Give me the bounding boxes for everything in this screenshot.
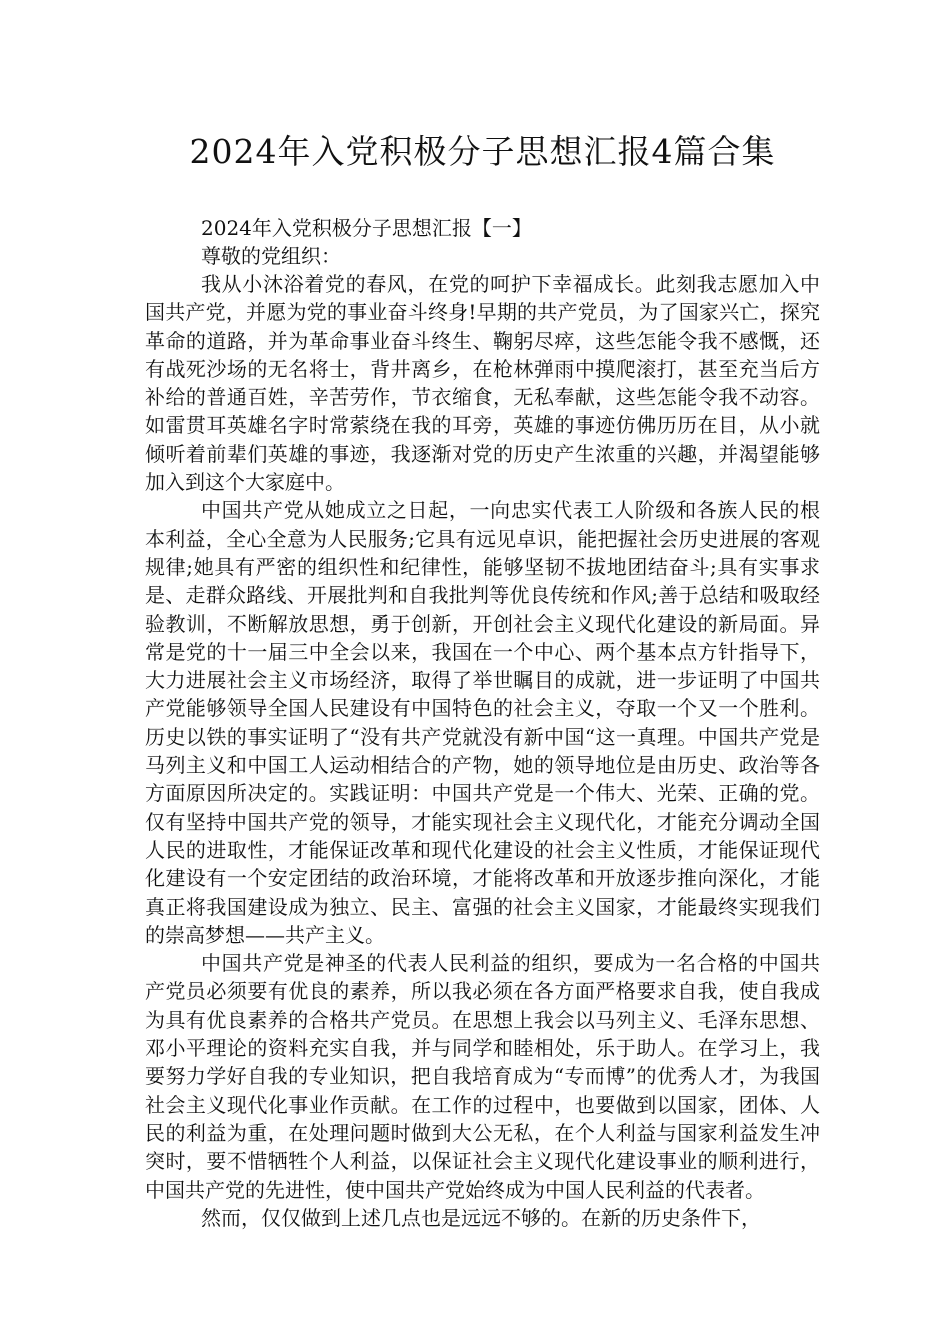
salutation: 尊敬的党组织：: [201, 244, 341, 268]
paragraph-2: 中国共产党从她成立之日起，一向忠实代表工人阶级和各族人民的根本利益，全心全意为人民服务;它具有远见卓识，能把握社会历史进展的客观规律;她具有严密的组织性和纪律性，能够坚韧不拔地团结奋斗;具有实事求是、走群众路线、开展批判和自我批判等优良传统和作风;善于总结和吸取经验教训，不断解放思想，勇于创新，开创社会主义现代化建设的新局面。异常是党的十一届三中全会以来，我国在一个中心、两个基本点方针指导下，大力进展社会主义市场经济，取得了举世瞩目的成就，进一步证明了中国共产党能够领导全国人民建设有中国特色的社会主义，夺取一个又一个胜利。历史以铁的事实证明了“没有共产党就没有新中国“这一真理。中国共产党是马列主义和中国工人运动相结合的产物，她的领导地位是由历史、政治等各方面原因所决定的。实践证明：中国共产党是一个伟大、光荣、正确的党。仅有坚持中国共产党的领导，才能实现社会主义现代化，才能充分调动全国人民的进取性，才能保证改革和现代化建设的社会主义性质，才能保证现代化建设有一个安定团结的政治环境，才能将改革和开放逐步推向深化，才能真正将我国建设成为独立、民主、富强的社会主义国家，才能最终实现我们的崇高梦想——共产主义。: [145, 498, 820, 947]
document-page: [145, 120, 820, 1232]
paragraph-1: 我从小沐浴着党的春风，在党的呵护下幸福成长。此刻我志愿加入中国共产党，并愿为党的事业奋斗终身!早期的共产党员，为了国家兴亡，探究革命的道路，并为革命事业奋斗终生、鞠躬尽瘁，这些怎能令我不感慨，还有战死沙场的无名将士，背井离乡，在枪林弹雨中摸爬滚打，甚至充当后方补给的普通百姓，辛苦劳作，节衣缩食，无私奉献，这些怎能令我不动容。如雷贯耳英雄名字时常萦绕在我的耳旁，英雄的事迹仿佛历历在目，从小就倾听着前辈们英雄的事迹，我逐渐对党的历史产生浓重的兴趣，并渴望能够加入到这个大家庭中。: [145, 272, 820, 495]
paragraph-4: 然而，仅仅做到上述几点也是远远不够的。在新的历史条件下，: [201, 1205, 761, 1230]
section-heading: 2024年入党积极分子思想汇报【一】: [201, 216, 532, 240]
paragraph-3: 中国共产党是神圣的代表人民利益的组织，要成为一名合格的中国共产党员必须要有优良的素养，所以我必须在各方面严格要求自我，使自我成为具有优良素养的合格共产党员。在思想上我会以马列主义、毛泽东思想、邓小平理论的资料充实自我，并与同学和睦相处，乐于助人。在学习上，我要努力学好自我的专业知识，把自我培育成为“专而博”的优秀人才，为我国社会主义现代化事业作贡献。在工作的过程中，也要做到以国家，团体、人民的利益为重，在处理问题时做到大公无私，在个人利益与国家利益发生冲突时，要不惜牺牲个人利益，以保证社会主义现代化建设事业的顺利进行，中国共产党的先进性，使中国共产党始终成为中国人民利益的代表者。: [145, 951, 820, 1202]
document-title: 2024年入党积极分子思想汇报4篇合集: [189, 132, 776, 171]
